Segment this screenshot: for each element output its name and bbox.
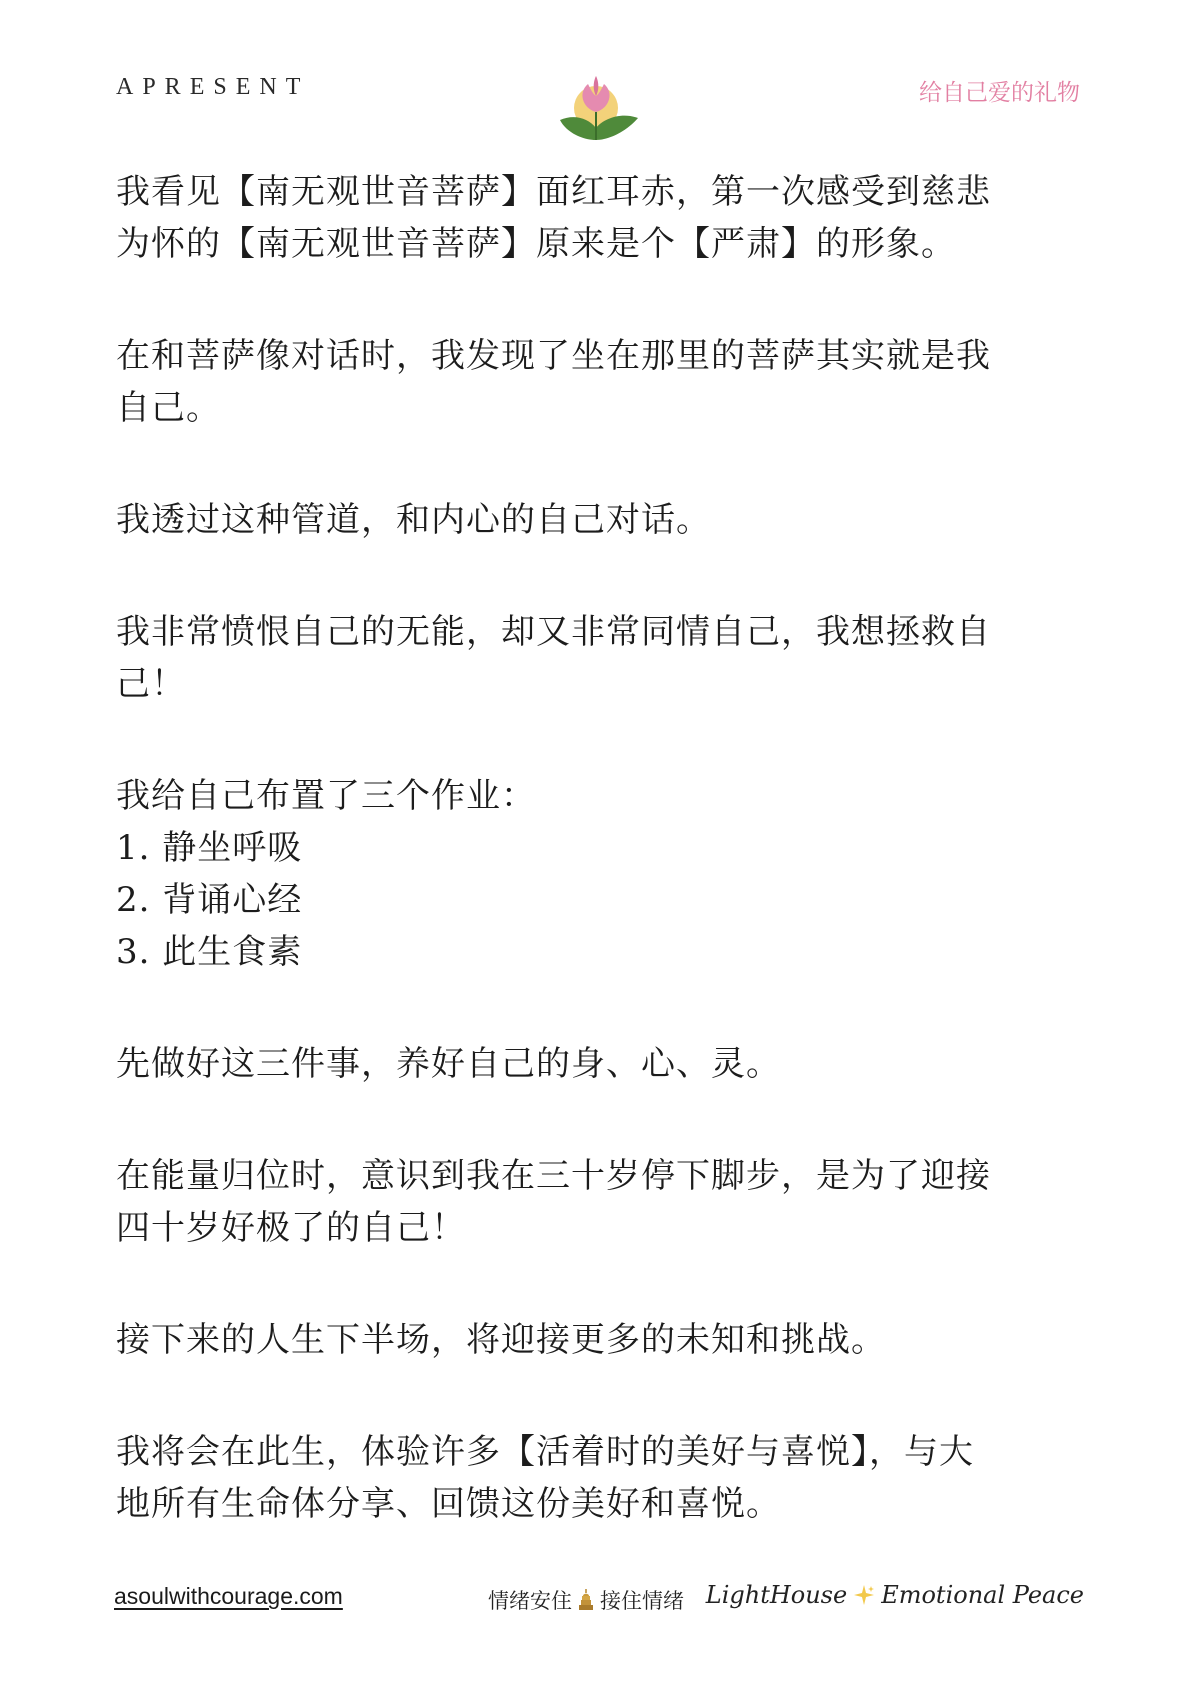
website-link[interactable]: asoulwithcourage.com bbox=[114, 1583, 343, 1609]
text-line: 在和菩萨像对话时，我发现了坐在那里的菩萨其实就是我 bbox=[116, 336, 991, 376]
text-line: 接下来的人生下半场，将迎接更多的未知和挑战。 bbox=[116, 1320, 886, 1360]
brand-lighthouse: LightHouse bbox=[705, 1581, 848, 1609]
list-item: 1. 静坐呼吸 bbox=[116, 828, 303, 868]
sparkles-icon bbox=[853, 1584, 875, 1606]
paragraph bbox=[116, 1426, 1076, 1530]
lotus-logo-icon bbox=[556, 74, 642, 152]
homework-list bbox=[116, 770, 1076, 978]
paragraph bbox=[116, 494, 1076, 546]
text-line: 我非常愤恨自己的无能，却又非常同情自己，我想拯救自 bbox=[116, 612, 991, 652]
paragraph bbox=[116, 1038, 1076, 1090]
brand-emotional-peace: Emotional Peace bbox=[881, 1581, 1084, 1609]
stupa-icon bbox=[578, 1588, 594, 1612]
paragraph bbox=[116, 166, 1076, 270]
text-line: 在能量归位时，意识到我在三十岁停下脚步，是为了迎接 bbox=[116, 1156, 991, 1196]
list-item: 3. 此生食素 bbox=[116, 932, 303, 972]
brand-name: APRESENT bbox=[116, 74, 310, 100]
text-line: 我看见【南无观世音菩萨】面红耳赤，第一次感受到慈悲 bbox=[116, 172, 991, 212]
text-line: 我将会在此生，体验许多【活着时的美好与喜悦】，与大 bbox=[116, 1432, 974, 1472]
text-line: 地所有生命体分享、回馈这份美好和喜悦。 bbox=[116, 1484, 781, 1524]
text-line: 四十岁好极了的自己！ bbox=[116, 1208, 466, 1248]
article-body bbox=[116, 166, 1076, 1590]
tagline: 给自己爱的礼物 bbox=[919, 80, 1080, 106]
paragraph bbox=[116, 606, 1076, 710]
text-line: 己！ bbox=[116, 664, 186, 704]
list-item: 2. 背诵心经 bbox=[116, 880, 303, 920]
text-line: 为怀的【南无观世音菩萨】原来是个【严肃】的形象。 bbox=[116, 224, 956, 264]
text-line: 我透过这种管道，和内心的自己对话。 bbox=[116, 500, 711, 540]
text-line: 自己。 bbox=[116, 388, 221, 428]
paragraph bbox=[116, 330, 1076, 434]
footer-brand bbox=[706, 1581, 1084, 1609]
list-heading: 我给自己布置了三个作业： bbox=[116, 776, 536, 816]
page-footer bbox=[0, 1565, 1190, 1625]
footer-slogan bbox=[488, 1585, 684, 1615]
paragraph bbox=[116, 1314, 1076, 1366]
slogan-right: 接住情绪 bbox=[600, 1589, 684, 1613]
slogan-left: 情绪安住 bbox=[488, 1589, 572, 1613]
text-line: 先做好这三件事，养好自己的身、心、灵。 bbox=[116, 1044, 781, 1084]
paragraph bbox=[116, 1150, 1076, 1254]
